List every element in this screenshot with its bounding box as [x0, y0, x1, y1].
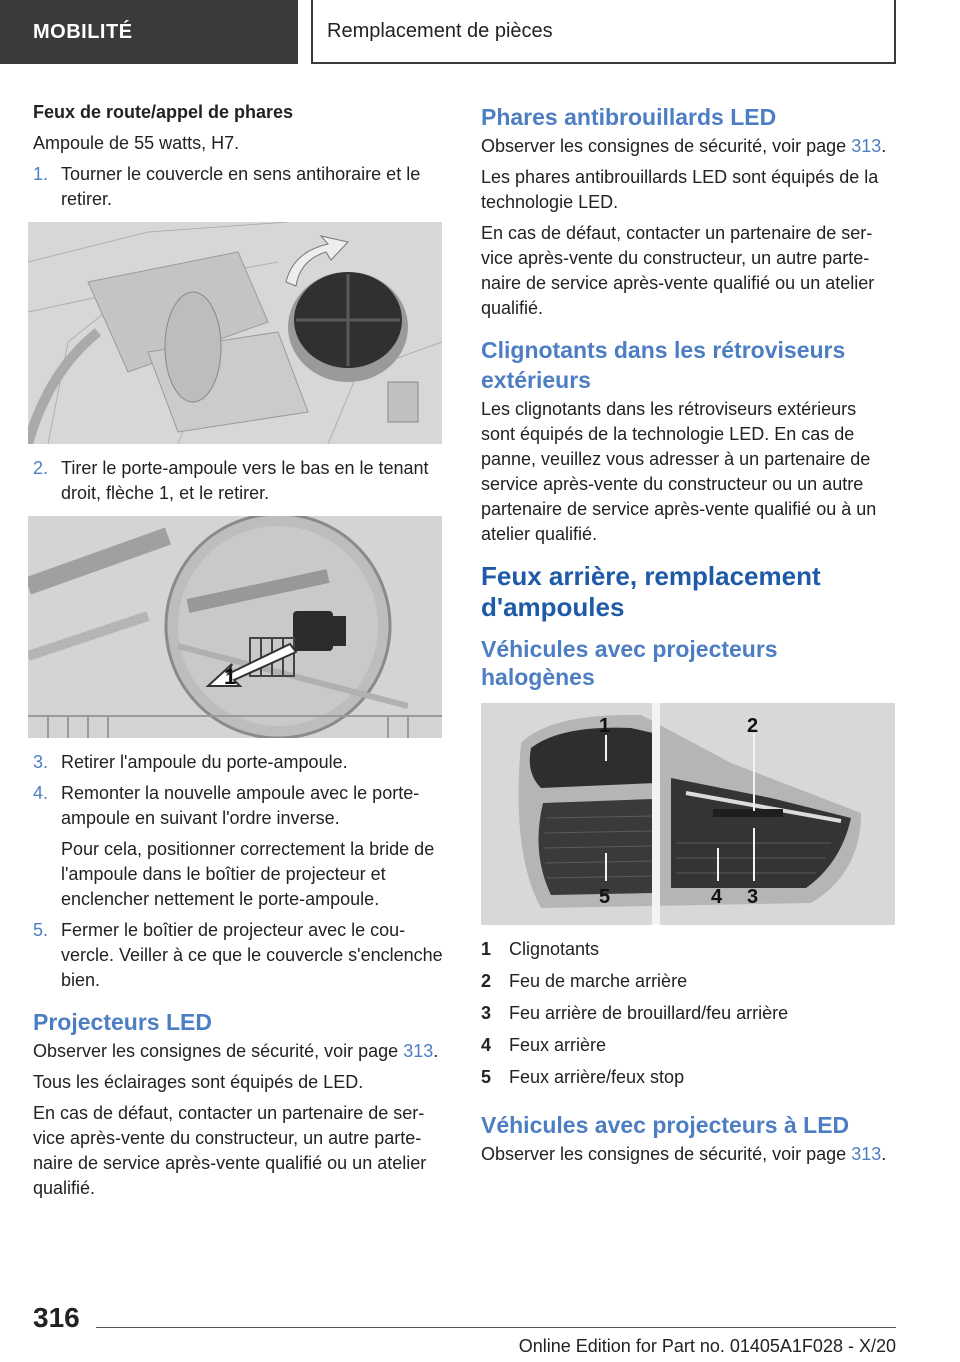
footer-divider [96, 1327, 896, 1328]
led-vehicles-title: Véhicules avec projecteurs à LED [481, 1112, 850, 1138]
legend-number: 2 [481, 971, 492, 991]
step-4-continuation: Pour cela, positionner correctement la bride de l'ampoule dans le boîtier de projecteur et enclencher nettement le porte-ampoule. [61, 839, 435, 909]
legend-text: Feu arrière de brouillard/feu arrière [509, 1003, 789, 1023]
led-headlights-title: Projecteurs LED [33, 1009, 212, 1035]
fog-text-2: En cas de défaut, contacter un partenaire de service après-vente du constructeur, un autre partenaire de service après-vente qualifié ou un atelier qualifié. [481, 223, 875, 318]
page-link[interactable]: 313 [851, 1144, 882, 1164]
legend-item [481, 1001, 895, 1026]
legend-number: 4 [481, 1035, 492, 1055]
callout-2: 2 [747, 715, 759, 737]
fog-text-1: Les phares antibrouillards LED sont équipés de la technologie LED. [481, 167, 879, 212]
fog-lights-title: Phares antibrouillards LED [481, 104, 777, 130]
led-text-1: Tous les éclairages sont équipés de LED. [33, 1072, 364, 1092]
legend-number: 3 [481, 1003, 492, 1023]
legend-item [481, 969, 895, 994]
halogen-vehicles-title: Véhicules avec projecteurs halogènes [481, 636, 778, 690]
safety-text: Observer les consignes de sécurité, voir page [481, 1144, 852, 1164]
callout-5: 5 [599, 886, 611, 908]
led-vehicles-safety-note [481, 1142, 895, 1167]
step-number: 2. [33, 458, 49, 478]
arrow-label: 1 [224, 664, 237, 689]
legend-number: 5 [481, 1067, 492, 1087]
legend-item [481, 1033, 895, 1058]
safety-text-end: . [881, 136, 887, 156]
mirror-indicators-title: Clignotants dans les rétroviseurs extérieurs [481, 337, 846, 393]
safety-text-end: . [881, 1144, 887, 1164]
tail-light-illustration [481, 703, 895, 925]
step-number: 3. [33, 752, 49, 772]
step-1 [33, 162, 445, 212]
page-link[interactable]: 313 [851, 136, 882, 156]
step-text: Fermer le boîtier de projecteur avec le couvercle. Veiller à ce que le couvercle s'enclenche bien. [61, 920, 443, 990]
safety-text: Observer les consignes de sécurité, voir page [33, 1041, 404, 1061]
rear-lights-title: Feux arrière, remplacement d'ampoules [481, 561, 821, 622]
bulb-spec: Ampoule de 55 watts, H7. [33, 133, 240, 153]
high-beam-heading: Feux de route/appel de phares [33, 102, 294, 122]
tail-light-legend [481, 937, 895, 1090]
legend-text: Feux arrière [509, 1035, 607, 1055]
bulb-holder-illustration [28, 516, 442, 738]
legend-text: Feu de marche arrière [509, 971, 688, 991]
figure-headlight-cover [28, 222, 442, 444]
callout-4: 4 [711, 886, 723, 908]
step-text: Retirer l'ampoule du porte-ampoule. [61, 752, 348, 772]
legend-text: Clignotants [509, 939, 600, 959]
step-text: Remonter la nouvelle ampoule avec le porte-ampoule en suivant l'ordre inverse. [61, 783, 420, 828]
legend-number: 1 [481, 939, 492, 959]
safety-text-end: . [433, 1041, 439, 1061]
page-link[interactable]: 313 [403, 1041, 434, 1061]
headlight-cover-illustration [28, 222, 442, 444]
callout-3: 3 [747, 886, 759, 908]
led-text-2: En cas de défaut, contacter un partenaire de service après-vente du constructeur, un autre partenaire de service après-vente qualifié ou un atelier qualifié. [33, 1103, 427, 1198]
fog-safety-note [481, 134, 895, 159]
section-tab: MOBILITÉ [0, 0, 298, 64]
page-header [0, 0, 960, 66]
page-number: 316 [33, 1302, 80, 1333]
step-text: Tirer le porte-ampoule vers le bas en le tenant droit, flèche 1, et le retirer. [61, 458, 429, 503]
safety-text: Observer les consignes de sécurité, voir page [481, 136, 852, 156]
edition-info: Online Edition for Part no. 01405A1F028 - X/20 [518, 1336, 896, 1356]
left-column [33, 100, 445, 1207]
legend-item [481, 1065, 895, 1090]
step-number: 5. [33, 920, 49, 940]
step-4 [33, 781, 445, 831]
step-text: Tourner le couvercle en sens antihoraire et le retirer. [61, 164, 421, 209]
legend-text: Feux arrière/feux stop [509, 1067, 685, 1087]
chapter-tab: Remplacement de pièces [311, 0, 896, 64]
mirror-text: Les clignotants dans les rétroviseurs extérieurs sont équipés de la technologie LED. En cas de panne, veuillez vous adresser à un partenaire de service après-vente du constructeur ou un autre partenaire de service après-vente qualifié ou à un atelier qualifié. [481, 399, 877, 544]
step-2 [33, 456, 445, 506]
legend-item [481, 937, 895, 962]
step-number: 1. [33, 164, 49, 184]
figure-tail-light [481, 703, 895, 925]
right-column [481, 100, 895, 1173]
step-number: 4. [33, 783, 49, 803]
callout-1: 1 [599, 715, 611, 737]
step-5 [33, 918, 445, 993]
step-3 [33, 750, 445, 775]
figure-bulb-holder [28, 516, 442, 738]
led-safety-note [33, 1039, 445, 1064]
